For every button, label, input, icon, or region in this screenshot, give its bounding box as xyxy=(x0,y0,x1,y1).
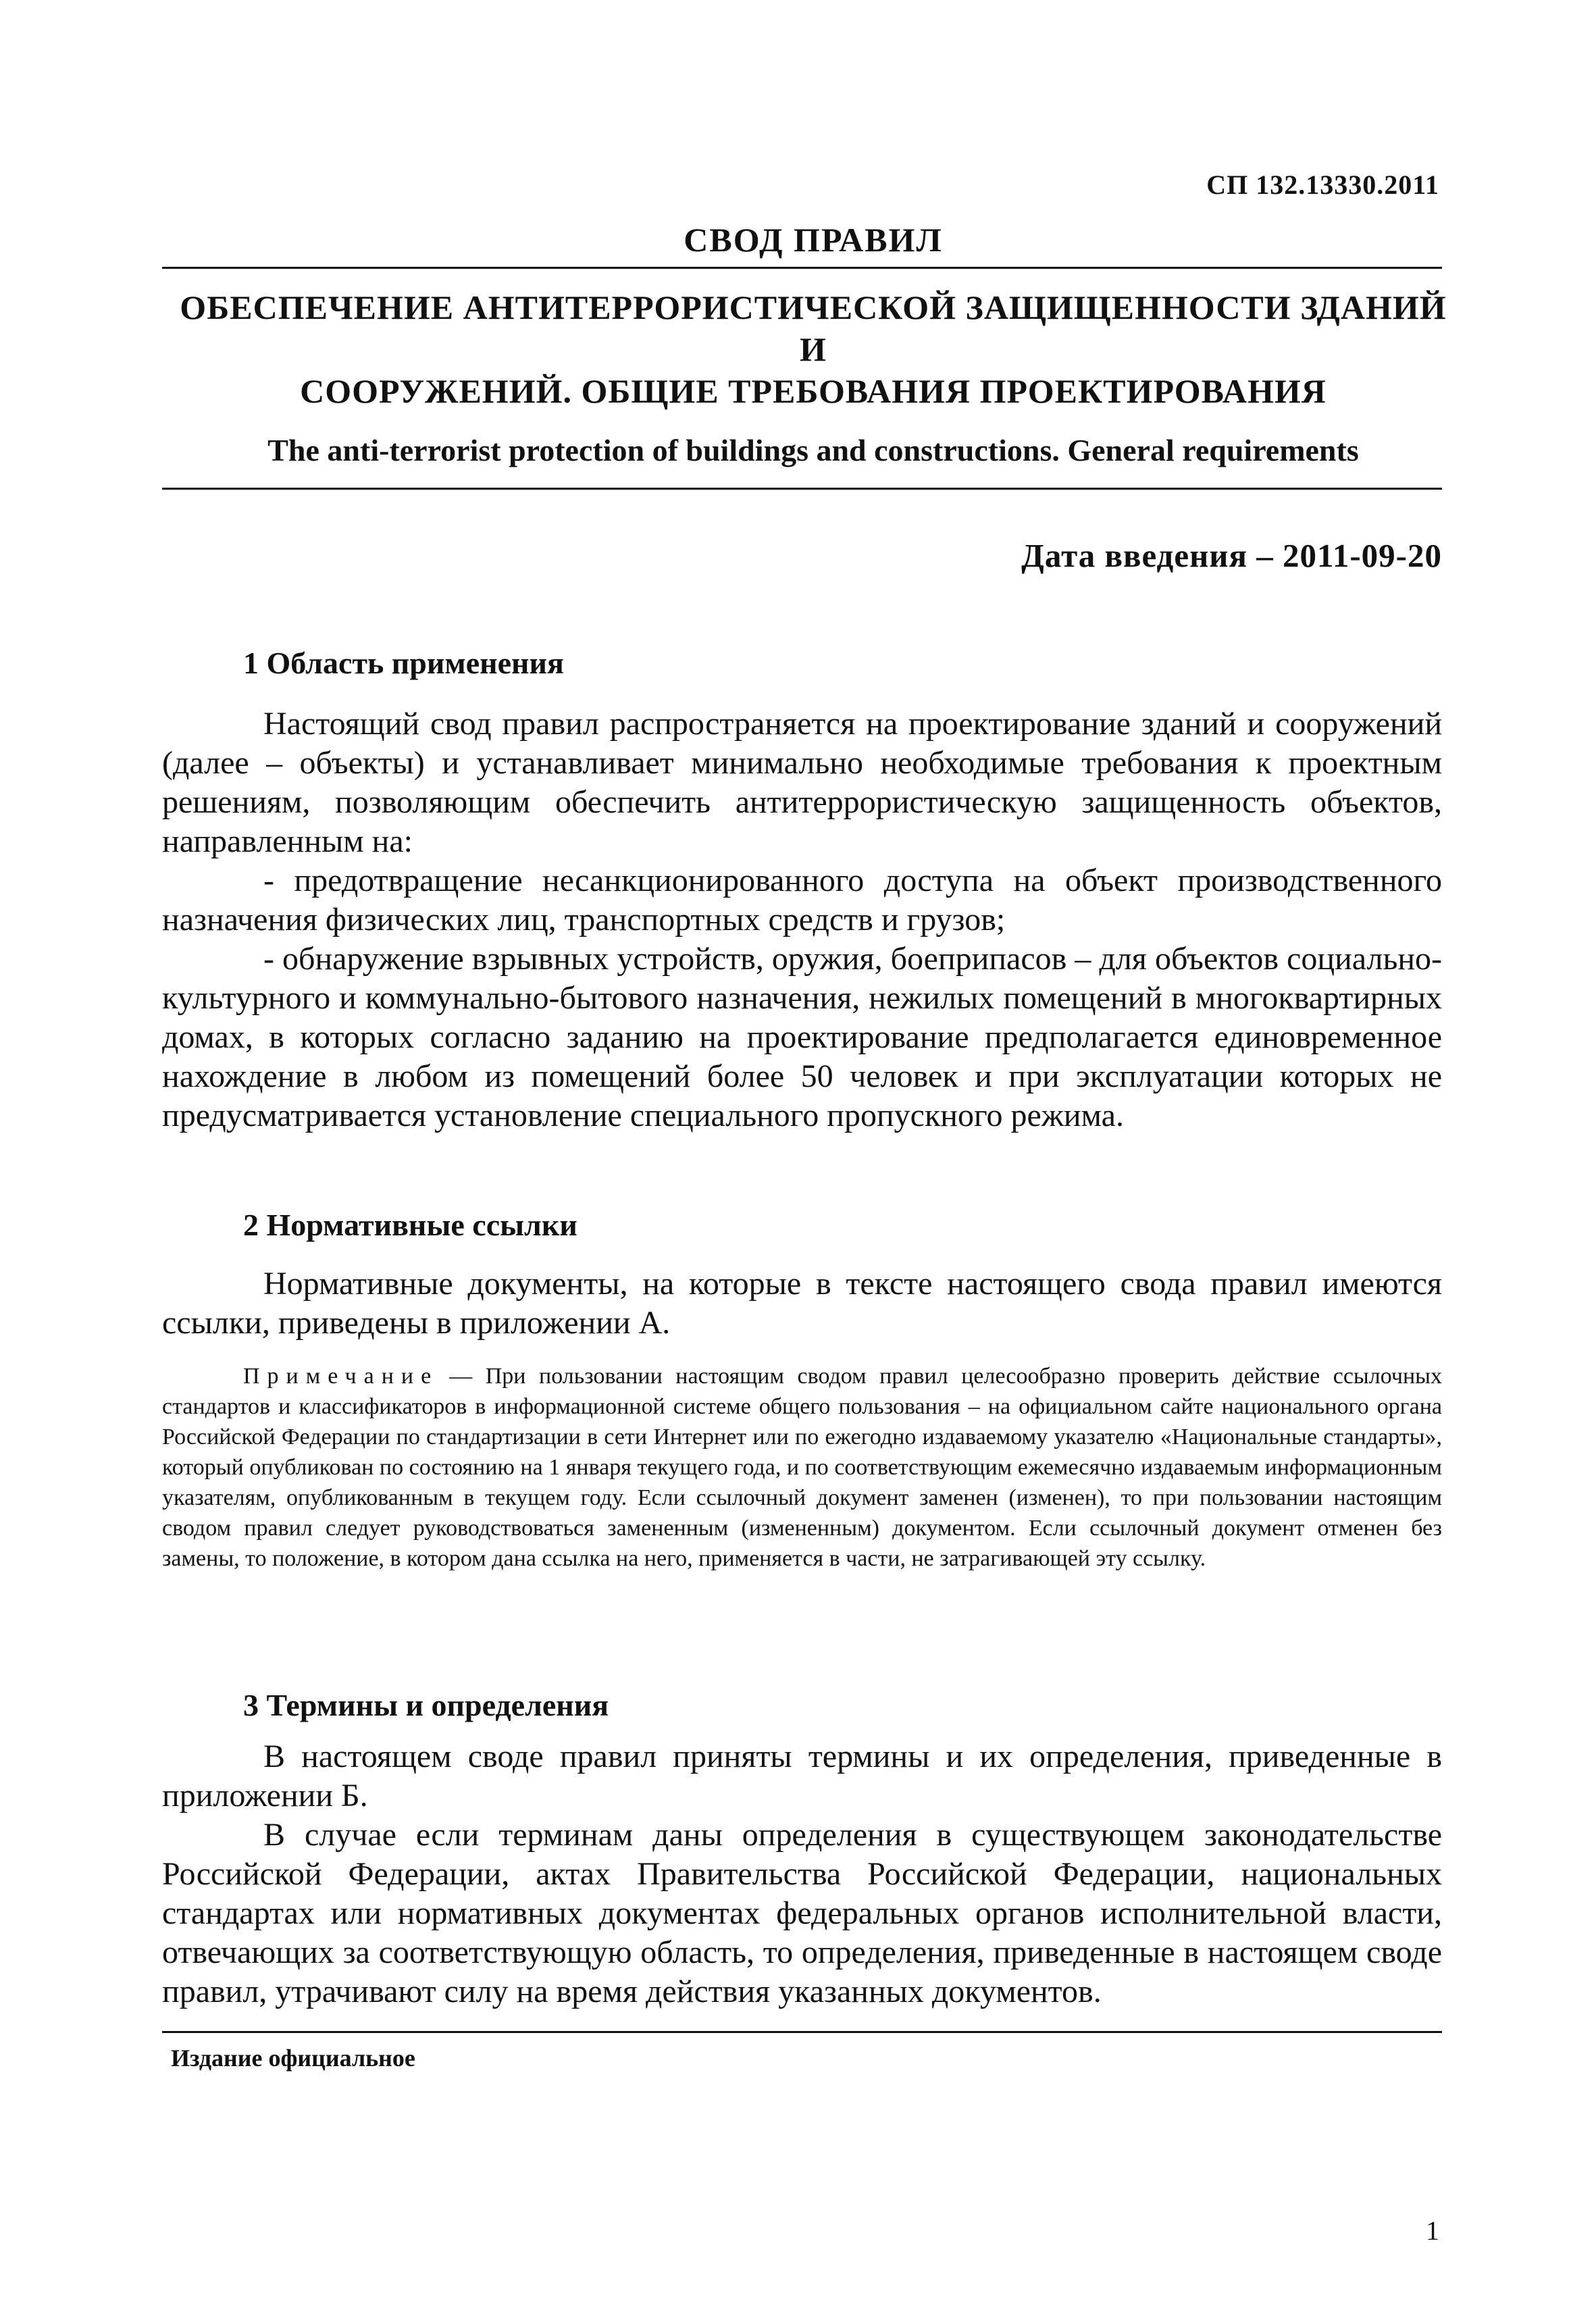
page-number: 1 xyxy=(1426,2215,1439,2246)
section-2-paragraph-1: Нормативные документы, на которые в тексте настоящего свода правил имеются ссылки, приведены в приложении А. xyxy=(162,1266,1442,1341)
english-title: The anti-terrorist protection of buildings and constructions. General requirements xyxy=(267,433,1359,467)
introduction-date: Дата введения – 2011-09-20 xyxy=(1021,537,1442,574)
main-title-line-1: ОБЕСПЕЧЕНИЕ АНТИТЕРРОРИСТИЧЕСКОЙ ЗАЩИЩЕННОСТИ ЗДАНИЙ И xyxy=(180,288,1447,368)
note-text: — При пользовании настоящим сводом правил целесообразно проверить действие ссылочных стандартов и классификаторов в информационной системе общего пользования – на официальном сайте национального органа Российской Федерации по стандартизации в сети Интернет или по ежегодно издаваемому указателю «Национальные стандарты», который опубликован по состоянию на 1 января текущего года, и по соответствующим ежемесячно издаваемым информационным указателям, опубликованным в текущем году. Если ссылочный документ заменен (изменен), то при пользовании настоящим сводом правил следует руководствоваться замененным (измененным) документом. Если ссылочный документ отменен без замены, то положение, в котором дана ссылка на него, применяется в части, не затрагивающей эту ссылку. xyxy=(162,1364,1442,1571)
section-heading-terms: 3 Термины и определения xyxy=(243,1688,609,1722)
title-rule-bottom xyxy=(162,488,1442,490)
section-1-paragraph-1: Настоящий свод правил распространяется на проектирование зданий и сооружений (далее – объекты) и устанавливает минимально необходимые требования к проектным решениям, позволяющим обеспечить антитеррористическую защищенность объектов, направленным на: xyxy=(162,706,1442,859)
section-3-paragraph-2: В случае если терминам даны определения в существующем законодательстве Российской Федерации, актах Правительства Российской Федерации, национальных стандартах или нормативных документах федеральных органов исполнительной власти, отвечающих за соответствующую область, то определения, приведенные в настоящем своде правил, утрачивают силу на время действия указанных документов. xyxy=(162,1817,1442,2009)
footer-rule xyxy=(162,2031,1442,2033)
section-heading-normative-references: 2 Нормативные ссылки xyxy=(243,1208,577,1242)
title-rule-top xyxy=(162,267,1442,269)
section-2-note xyxy=(162,1361,1442,1574)
section-heading-scope: 1 Область применения xyxy=(243,646,564,680)
document-code: СП 132.13330.2011 xyxy=(1206,170,1439,200)
official-edition-label: Издание официальное xyxy=(171,2045,415,2072)
section-1-paragraph-2: - предотвращение несанкционированного доступа на объект производственного назначения физических лиц, транспортных средств и грузов; xyxy=(162,863,1442,937)
document-main-title xyxy=(177,286,1449,412)
main-title-line-2: СООРУЖЕНИЙ. ОБЩИЕ ТРЕБОВАНИЯ ПРОЕКТИРОВАНИЯ xyxy=(300,372,1327,410)
section-1-paragraph-3: - обнаружение взрывных устройств, оружия, боеприпасов – для объектов социально-культурного и коммунально-бытового назначения, нежилых помещений в многоквартирных домах, в которых согласно заданию на проектирование предполагается единовременное нахождение в любом из помещений более 50 человек и при эксплуатации которых не предусматривается установление специального пропускного режима. xyxy=(162,941,1442,1133)
section-3-paragraph-1: В настоящем своде правил приняты термины и их определения, приведенные в приложении Б. xyxy=(162,1739,1442,1814)
note-label: Примечание xyxy=(243,1364,439,1389)
code-of-rules-title: СВОД ПРАВИЛ xyxy=(684,221,943,259)
